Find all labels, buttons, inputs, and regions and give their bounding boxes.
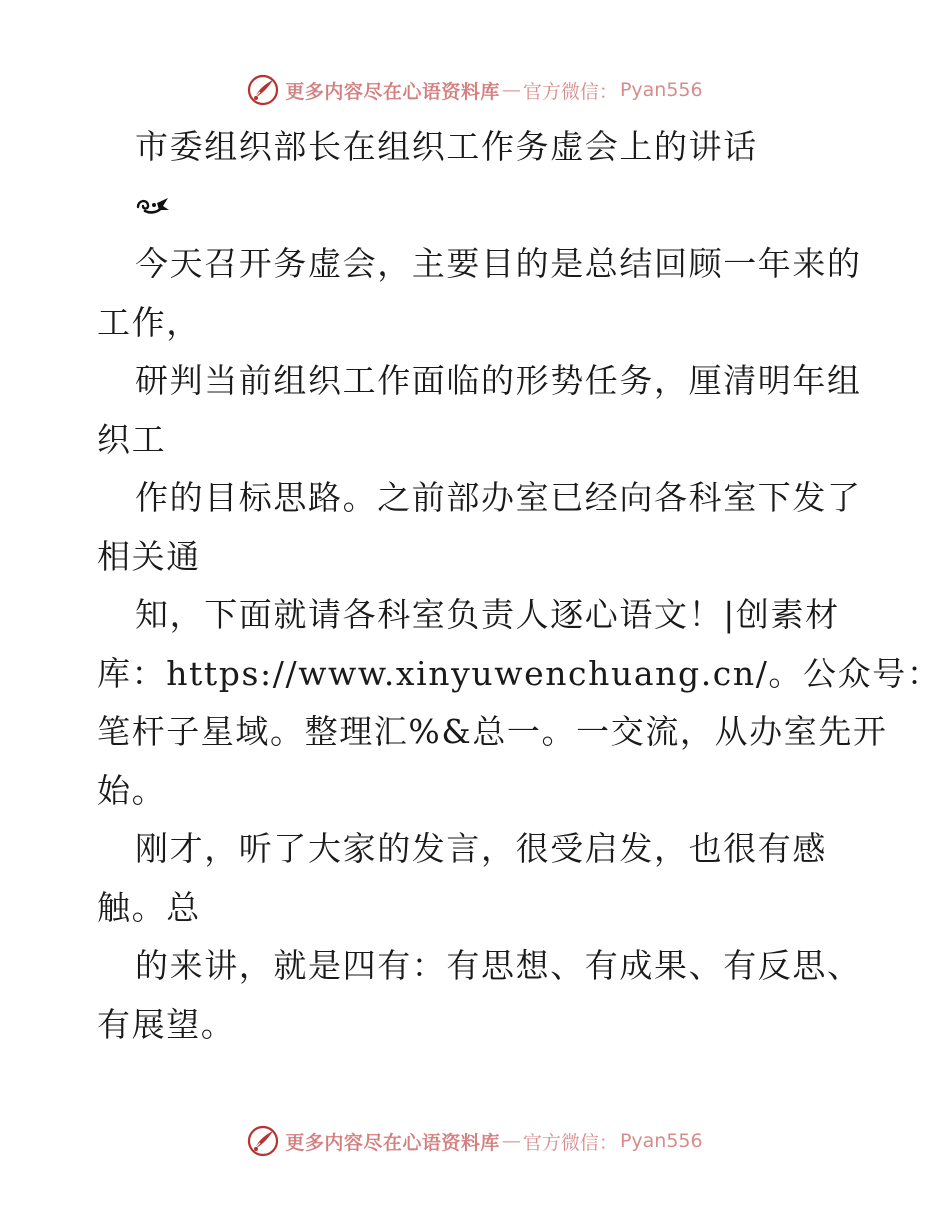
fleuron-ornament-icon xyxy=(135,193,171,219)
paragraph-lines xyxy=(97,235,942,1054)
banner-wechat-handle: Pyan556 xyxy=(619,79,703,101)
text-line: 刚才，听了大家的发言，很受启发，也很有感 xyxy=(135,829,827,868)
banner-brand: 更多内容尽在心语资料库 xyxy=(285,1131,500,1154)
banner-brand: 更多内容尽在心语资料库 xyxy=(285,80,500,103)
quill-logo-icon xyxy=(247,1125,279,1157)
banner-label: 官方微信： xyxy=(522,1131,618,1154)
text-line: 织工 xyxy=(97,419,167,459)
text-line: 知，下面就请各科室负责人逐心语文！|创素材 xyxy=(135,595,840,634)
banner-label: 官方微信： xyxy=(522,80,618,103)
text-line: 研判当前组织工作面临的形势任务，厘清明年组 xyxy=(135,361,862,400)
document-title: 市委组织部长在组织工作务虚会上的讲话 xyxy=(135,127,758,166)
header-banner xyxy=(0,70,950,110)
text-line: 的来讲，就是四有：有思想、有成果、有反思、 xyxy=(135,946,862,985)
text-line: 今天召开务虚会，主要目的是总结回顾一年来的 xyxy=(135,244,862,283)
text-line: 相关通 xyxy=(97,536,201,576)
ornament-row xyxy=(97,177,857,236)
text-line: 库：https://www.xinyuwenchuang.cn/。公众号： xyxy=(97,653,942,693)
text-line: 有展望。 xyxy=(97,1004,236,1044)
text-line: 触。总 xyxy=(97,887,201,927)
quill-logo-icon xyxy=(247,74,279,106)
banner-wechat-handle: Pyan556 xyxy=(619,1130,703,1152)
text-line: 工作， xyxy=(97,302,201,342)
text-line: 作的目标思路。之前部办室已经向各科室下发了 xyxy=(135,478,862,517)
document-body xyxy=(97,118,942,1054)
text-line: 始。 xyxy=(97,770,167,810)
banner-separator: — xyxy=(501,79,521,101)
footer-banner xyxy=(0,1121,950,1161)
banner-separator: — xyxy=(501,1130,521,1152)
text-line: 笔杆子星域。整理汇%&总一。一交流，从办室先开 xyxy=(97,712,888,751)
